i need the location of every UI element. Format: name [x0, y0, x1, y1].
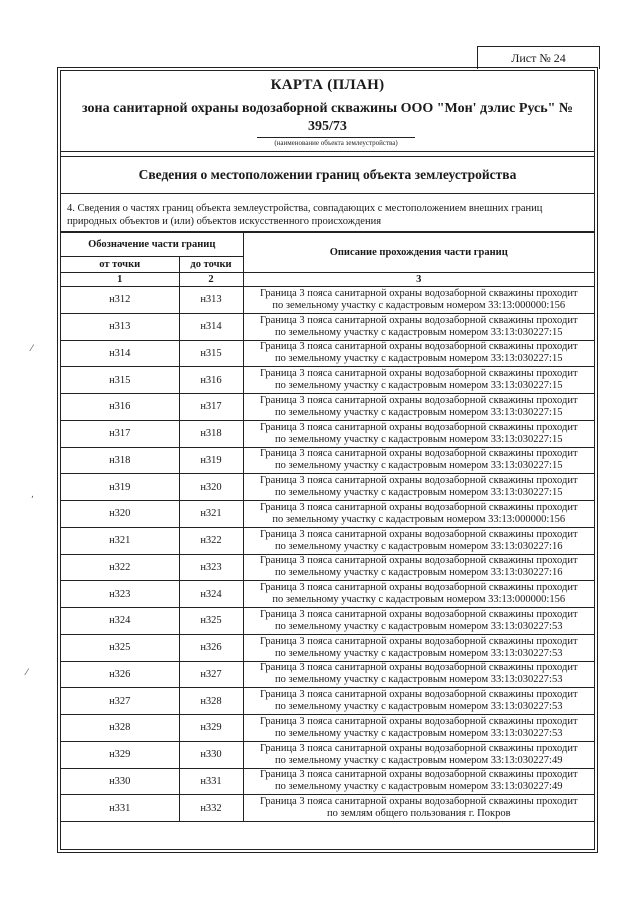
to-point-cell: н326	[179, 634, 243, 661]
table-row	[61, 313, 594, 340]
description-line-1: Граница 3 пояса санитарной охраны водозаборной скважины проходит	[259, 555, 578, 567]
table-row	[61, 367, 594, 394]
header-description: Описание прохождения части границ	[243, 233, 594, 273]
section-description: 4. Сведения о частях границ объекта землеустройства, совпадающих с местоположением внешних границ природных объектов и (или) объектов искусственного происхождения	[61, 194, 594, 232]
description-line-1: Граница 3 пояса санитарной охраны водозаборной скважины проходит	[259, 582, 578, 594]
document-frame	[57, 67, 598, 853]
to-point-cell: н317	[179, 394, 243, 421]
description-line-2: по земельному участку с кадастровым номером 33:13:030227:15	[275, 353, 563, 365]
from-point-cell: н329	[61, 741, 179, 768]
margin-pencil-mark: ⁄	[26, 668, 28, 678]
description-cell	[243, 554, 594, 581]
description-cell	[243, 394, 594, 421]
column-number-2: 2	[179, 273, 243, 287]
description-cell	[243, 715, 594, 742]
to-point-cell: н320	[179, 474, 243, 501]
column-number-1: 1	[61, 273, 179, 287]
description-line-2: по земельному участку с кадастровым номером 33:13:030227:53	[275, 701, 563, 713]
description-line-1: Граница 3 пояса санитарной охраны водозаборной скважины проходит	[259, 689, 578, 701]
section-header	[61, 156, 594, 194]
description-line-1: Граница 3 пояса санитарной охраны водозаборной скважины проходит	[259, 662, 578, 674]
description-cell	[243, 581, 594, 608]
to-point-cell: н324	[179, 581, 243, 608]
description-line-2: по земельному участку с кадастровым номером 33:13:030227:53	[275, 647, 563, 659]
table-row	[61, 634, 594, 661]
to-point-cell: н319	[179, 447, 243, 474]
table-row	[61, 688, 594, 715]
description-cell	[243, 795, 594, 822]
from-point-cell: н315	[61, 367, 179, 394]
table-row	[61, 340, 594, 367]
description-line-2: по земельному участку с кадастровым номером 33:13:030227:16	[275, 540, 563, 552]
description-line-2: по земельному участку с кадастровым номером 33:13:030227:15	[275, 380, 563, 392]
description-line-1: Граница 3 пояса санитарной охраны водозаборной скважины проходит	[259, 635, 578, 647]
description-line-2: по земельному участку с кадастровым номером 33:13:030227:15	[275, 460, 563, 472]
description-line-2: по земельному участку с кадастровым номером 33:13:000000:156	[272, 299, 566, 311]
description-line-1: Граница 3 пояса санитарной охраны водозаборной скважины проходит	[259, 608, 578, 620]
description-line-2: по земельному участку с кадастровым номером 33:13:030227:15	[275, 487, 563, 499]
description-cell	[243, 768, 594, 795]
description-cell	[243, 501, 594, 528]
table-row	[61, 527, 594, 554]
description-line-1: Граница 3 пояса санитарной охраны водозаборной скважины проходит	[259, 341, 578, 353]
description-cell	[243, 447, 594, 474]
map-subtitle: зона санитарной охраны водозаборной скважины ООО "Мон' дэлис Русь" № 395/73	[82, 101, 573, 134]
table-row	[61, 474, 594, 501]
boundary-parts-table	[61, 232, 594, 822]
description-line-2: по земельному участку с кадастровым номером 33:13:030227:53	[275, 620, 563, 632]
description-line-1: Граница 3 пояса санитарной охраны водозаборной скважины проходит	[259, 528, 578, 540]
to-point-cell: н331	[179, 768, 243, 795]
table-row	[61, 661, 594, 688]
from-point-cell: н326	[61, 661, 179, 688]
description-cell	[243, 634, 594, 661]
description-cell	[243, 340, 594, 367]
to-point-cell: н327	[179, 661, 243, 688]
table-row	[61, 715, 594, 742]
description-line-1: Граница 3 пояса санитарной охраны водозаборной скважины проходит	[259, 448, 578, 460]
to-point-cell: н323	[179, 554, 243, 581]
header-to-point: до точки	[179, 257, 243, 273]
from-point-cell: н320	[61, 501, 179, 528]
from-point-cell: н314	[61, 340, 179, 367]
description-line-1: Граница 3 пояса санитарной охраны водозаборной скважины проходит	[259, 475, 578, 487]
to-point-cell: н330	[179, 741, 243, 768]
to-point-cell: н313	[179, 287, 243, 314]
description-cell	[243, 313, 594, 340]
description-line-2: по земельному участку с кадастровым номером 33:13:030227:16	[275, 567, 563, 579]
title-block	[61, 71, 594, 152]
description-line-1: Граница 3 пояса санитарной охраны водозаборной скважины проходит	[259, 796, 578, 808]
description-cell	[243, 741, 594, 768]
table-row	[61, 608, 594, 635]
description-line-2: по земельному участку с кадастровым номером 33:13:030227:49	[275, 781, 563, 793]
from-point-cell: н328	[61, 715, 179, 742]
description-line-1: Граница 3 пояса санитарной охраны водозаборной скважины проходит	[259, 394, 578, 406]
table-row	[61, 447, 594, 474]
table-row	[61, 768, 594, 795]
header-boundary-points: Обозначение части границ	[61, 233, 243, 257]
table-row	[61, 287, 594, 314]
to-point-cell: н329	[179, 715, 243, 742]
from-point-cell: н318	[61, 447, 179, 474]
description-line-1: Граница 3 пояса санитарной охраны водозаборной скважины проходит	[259, 314, 578, 326]
margin-pencil-mark: ⁄	[31, 344, 33, 354]
to-point-cell: н322	[179, 527, 243, 554]
table-row	[61, 581, 594, 608]
to-point-cell: н321	[179, 501, 243, 528]
table-row	[61, 554, 594, 581]
table-row	[61, 394, 594, 421]
description-line-2: по земельному участку с кадастровым номером 33:13:030227:15	[275, 406, 563, 418]
description-cell	[243, 608, 594, 635]
description-cell	[243, 527, 594, 554]
margin-pencil-mark: ,	[31, 490, 34, 500]
from-point-cell: н324	[61, 608, 179, 635]
description-line-1: Граница 3 пояса санитарной охраны водозаборной скважины проходит	[259, 742, 578, 754]
description-line-2: по земельному участку с кадастровым номером 33:13:030227:49	[275, 754, 563, 766]
sheet-number	[477, 46, 600, 69]
table-row	[61, 795, 594, 822]
column-number-3: 3	[243, 273, 594, 287]
description-line-2: по земельному участку с кадастровым номером 33:13:000000:156	[272, 594, 566, 606]
sheet-label: Лист № 24	[511, 50, 566, 65]
table-row	[61, 420, 594, 447]
description-cell	[243, 287, 594, 314]
from-point-cell: н312	[61, 287, 179, 314]
to-point-cell: н318	[179, 420, 243, 447]
description-cell	[243, 367, 594, 394]
to-point-cell: н316	[179, 367, 243, 394]
description-cell	[243, 474, 594, 501]
description-line-1: Граница 3 пояса санитарной охраны водозаборной скважины проходит	[259, 769, 578, 781]
document-frame-inner	[60, 70, 595, 850]
header-from-point: от точки	[61, 257, 179, 273]
description-line-2: по земельному участку с кадастровым номером 33:13:000000:156	[272, 513, 566, 525]
description-cell	[243, 688, 594, 715]
description-line-2: по землям общего пользования г. Покров	[326, 808, 511, 820]
map-title: КАРТА (ПЛАН)	[270, 77, 385, 93]
from-point-cell: н321	[61, 527, 179, 554]
description-line-1: Граница 3 пояса санитарной охраны водозаборной скважины проходит	[259, 368, 578, 380]
to-point-cell: н314	[179, 313, 243, 340]
description-cell	[243, 420, 594, 447]
to-point-cell: н332	[179, 795, 243, 822]
description-line-1: Граница 3 пояса санитарной охраны водозаборной скважины проходит	[259, 715, 578, 727]
table-row	[61, 741, 594, 768]
from-point-cell: н319	[61, 474, 179, 501]
from-point-cell: н325	[61, 634, 179, 661]
from-point-cell: н330	[61, 768, 179, 795]
from-point-cell: н316	[61, 394, 179, 421]
from-point-cell: н317	[61, 420, 179, 447]
from-point-cell: н322	[61, 554, 179, 581]
from-point-cell: н313	[61, 313, 179, 340]
table-body	[61, 287, 594, 822]
description-line-1: Граница 3 пояса санитарной охраны водозаборной скважины проходит	[259, 501, 578, 513]
from-point-cell: н327	[61, 688, 179, 715]
description-line-2: по земельному участку с кадастровым номером 33:13:030227:15	[275, 433, 563, 445]
description-line-1: Граница 3 пояса санитарной охраны водозаборной скважины проходит	[259, 421, 578, 433]
description-line-2: по земельному участку с кадастровым номером 33:13:030227:15	[275, 326, 563, 338]
object-name-note: (наименование объекта землеустройства)	[257, 137, 415, 150]
description-line-2: по земельному участку с кадастровым номером 33:13:030227:53	[275, 727, 563, 739]
description-cell	[243, 661, 594, 688]
description-line-2: по земельному участку с кадастровым номером 33:13:030227:53	[275, 674, 563, 686]
to-point-cell: н325	[179, 608, 243, 635]
from-point-cell: н323	[61, 581, 179, 608]
description-line-1: Граница 3 пояса санитарной охраны водозаборной скважины проходит	[259, 287, 578, 299]
table-row	[61, 501, 594, 528]
to-point-cell: н328	[179, 688, 243, 715]
to-point-cell: н315	[179, 340, 243, 367]
from-point-cell: н331	[61, 795, 179, 822]
section-title: Сведения о местоположении границ объекта землеустройства	[138, 167, 517, 182]
